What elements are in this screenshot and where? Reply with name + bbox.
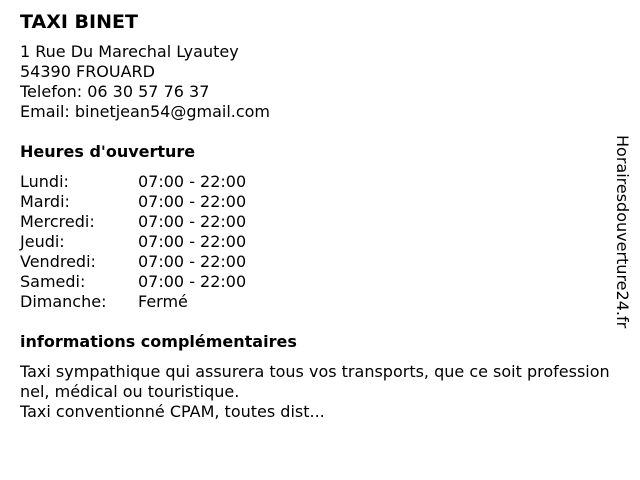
hours-row-thursday: [20, 232, 610, 252]
business-name: TAXI BINET: [20, 11, 138, 33]
description-text-continued: Taxi conventionné CPAM, toutes dist...: [20, 402, 325, 421]
hours-row-wednesday: [20, 212, 610, 232]
phone-number: Telefon: 06 30 57 76 37: [20, 82, 210, 101]
day-label: Dimanche:: [20, 292, 107, 311]
hours-row-sunday: [20, 292, 610, 312]
day-label: Mardi:: [20, 192, 70, 211]
hours-row-saturday: [20, 272, 610, 292]
hours-table: [20, 172, 610, 312]
hours-row-friday: [20, 252, 610, 272]
day-hours: 07:00 - 22:00: [138, 272, 247, 291]
business-card: [20, 10, 610, 422]
day-hours: 07:00 - 22:00: [138, 232, 247, 251]
day-hours: 07:00 - 22:00: [138, 192, 247, 211]
address-line-2: 54390 FROUARD: [20, 62, 155, 81]
email-address: Email: binetjean54@gmail.com: [20, 102, 271, 121]
hours-heading: Heures d'ouverture: [20, 142, 196, 161]
address-line-1: 1 Rue Du Marechal Lyautey: [20, 42, 239, 61]
day-label: Samedi:: [20, 272, 86, 291]
day-label: Vendredi:: [20, 252, 96, 271]
description-text: Taxi sympathique qui assurera tous vos transports, que ce soit professionnel, médical ou touristique.: [20, 362, 610, 401]
hours-row-monday: [20, 172, 610, 192]
day-hours: 07:00 - 22:00: [138, 252, 247, 271]
day-label: Jeudi:: [20, 232, 65, 251]
day-label: Mercredi:: [20, 212, 95, 231]
info-heading: informations complémentaires: [20, 332, 297, 351]
hours-row-tuesday: [20, 192, 610, 212]
day-hours: 07:00 - 22:00: [138, 212, 247, 231]
day-hours: 07:00 - 22:00: [138, 172, 247, 191]
site-watermark: Horairesdouverture24.fr: [613, 135, 632, 329]
contact-block: [20, 42, 610, 122]
day-hours: Fermé: [138, 292, 188, 311]
day-label: Lundi:: [20, 172, 69, 191]
